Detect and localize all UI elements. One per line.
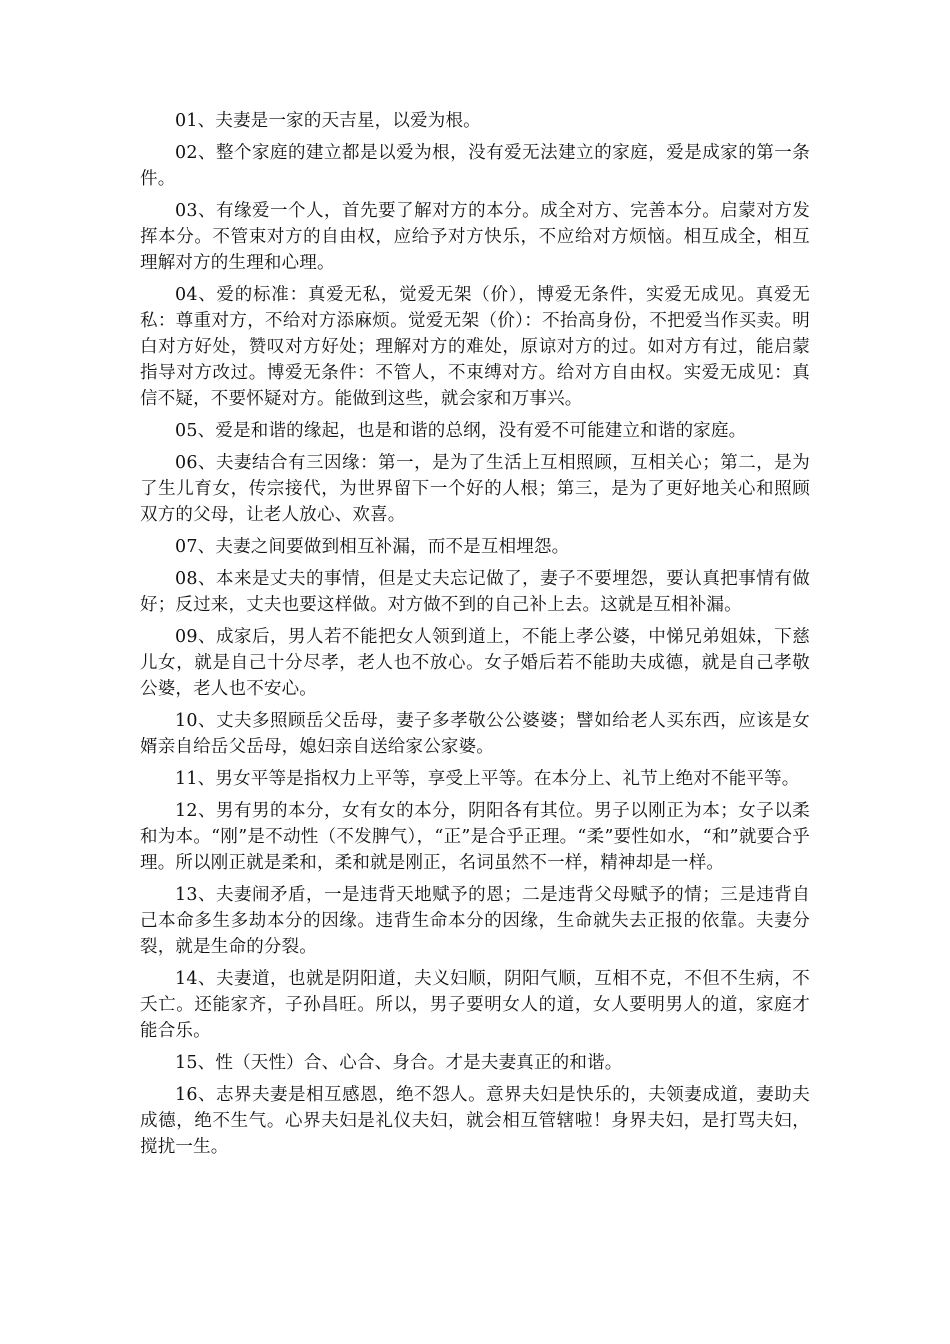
paragraph-09: 09、成家后，男人若不能把女人领到道上，不能上孝公婆，中悌兄弟姐妹，下慈儿女，就是自己十分尽孝，老人也不放心。女子婚后若不能助夫成德，就是自己孝敬公婆，老人也不安心。 xyxy=(140,627,810,699)
paragraph-13: 13、夫妻闹矛盾，一是违背天地赋予的恩；二是违背父母赋予的情；三是违背自己本命多生多劫本分的因缘。违背生命本分的因缘，生命就失去正报的依靠。夫妻分裂，就是生命的分裂。 xyxy=(140,885,810,957)
paragraph-05: 05、爱是和谐的缘起，也是和谐的总纲，没有爱不可能建立和谐的家庭。 xyxy=(175,421,747,441)
document-page xyxy=(140,108,810,1166)
paragraph-15: 15、性（天性）合、心合、身合。才是夫妻真正的和谐。 xyxy=(175,1053,623,1073)
paragraph-16: 16、志界夫妻是相互感恩，绝不怨人。意界夫妇是快乐的，夫领妻成道，妻助夫成德，绝不生气。心界夫妇是礼仪夫妇，就会相互管辖啦！身界夫妇，是打骂夫妇，搅扰一生。 xyxy=(140,1085,810,1157)
paragraph-10: 10、丈夫多照顾岳父岳母，妻子多孝敬公公婆婆；譬如给老人买东西，应该是女婿亲自给岳父岳母，媳妇亲自送给家公家婆。 xyxy=(140,711,810,757)
paragraph-02: 02、整个家庭的建立都是以爱为根，没有爱无法建立的家庭，爱是成家的第一条件。 xyxy=(140,143,810,189)
paragraph-08: 08、本来是丈夫的事情，但是丈夫忘记做了，妻子不要埋怨，要认真把事情有做好；反过来，丈夫也要这样做。对方做不到的自己补上去。这就是互相补漏。 xyxy=(140,569,810,615)
paragraph-14: 14、夫妻道，也就是阴阳道，夫义妇顺，阴阳气顺，互相不克，不但不生病，不夭亡。还能家齐，子孙昌旺。所以，男子要明女人的道，女人要明男人的道，家庭才能合乐。 xyxy=(140,969,810,1041)
paragraph-07: 07、夫妻之间要做到相互补漏，而不是互相埋怨。 xyxy=(175,537,570,557)
paragraph-04: 04、爱的标准：真爱无私，觉爱无架（价），博爱无条件，实爱无成见。真爱无私：尊重对方，不给对方添麻烦。觉爱无架（价）：不抬高身份，不把爱当作买卖。明白对方好处，赞叹对方好处；理解对方的难处，原谅对方的过。如对方有过，能启蒙指导对方改过。博爱无条件：不管人，不束缚对方。给对方自由权。实爱无成见：真信不疑，不要怀疑对方。能做到这些，就会家和万事兴。 xyxy=(140,285,810,409)
paragraph-01: 01、夫妻是一家的天吉星，以爱为根。 xyxy=(175,111,481,131)
paragraph-11: 11、男女平等是指权力上平等，享受上平等。在本分上、礼节上绝对不能平等。 xyxy=(175,769,800,789)
paragraph-06: 06、夫妻结合有三因缘：第一，是为了生活上互相照顾，互相关心；第二，是为了生儿育女，传宗接代，为世界留下一个好的人根；第三，是为了更好地关心和照顾双方的父母，让老人放心、欢喜。 xyxy=(140,453,810,525)
paragraph-12: 12、男有男的本分，女有女的本分，阴阳各有其位。男子以刚正为本；女子以柔和为本。“刚”是不动性（不发脾气），“正”是合乎正理。“柔”要性如水，“和”就要合乎理。所以刚正就是柔和，柔和就是刚正，名词虽然不一样，精神却是一样。 xyxy=(140,801,810,873)
paragraph-03: 03、有缘爱一个人，首先要了解对方的本分。成全对方、完善本分。启蒙对方发挥本分。不管束对方的自由权，应给予对方快乐，不应给对方烦恼。相互成全，相互理解对方的生理和心理。 xyxy=(140,201,810,273)
